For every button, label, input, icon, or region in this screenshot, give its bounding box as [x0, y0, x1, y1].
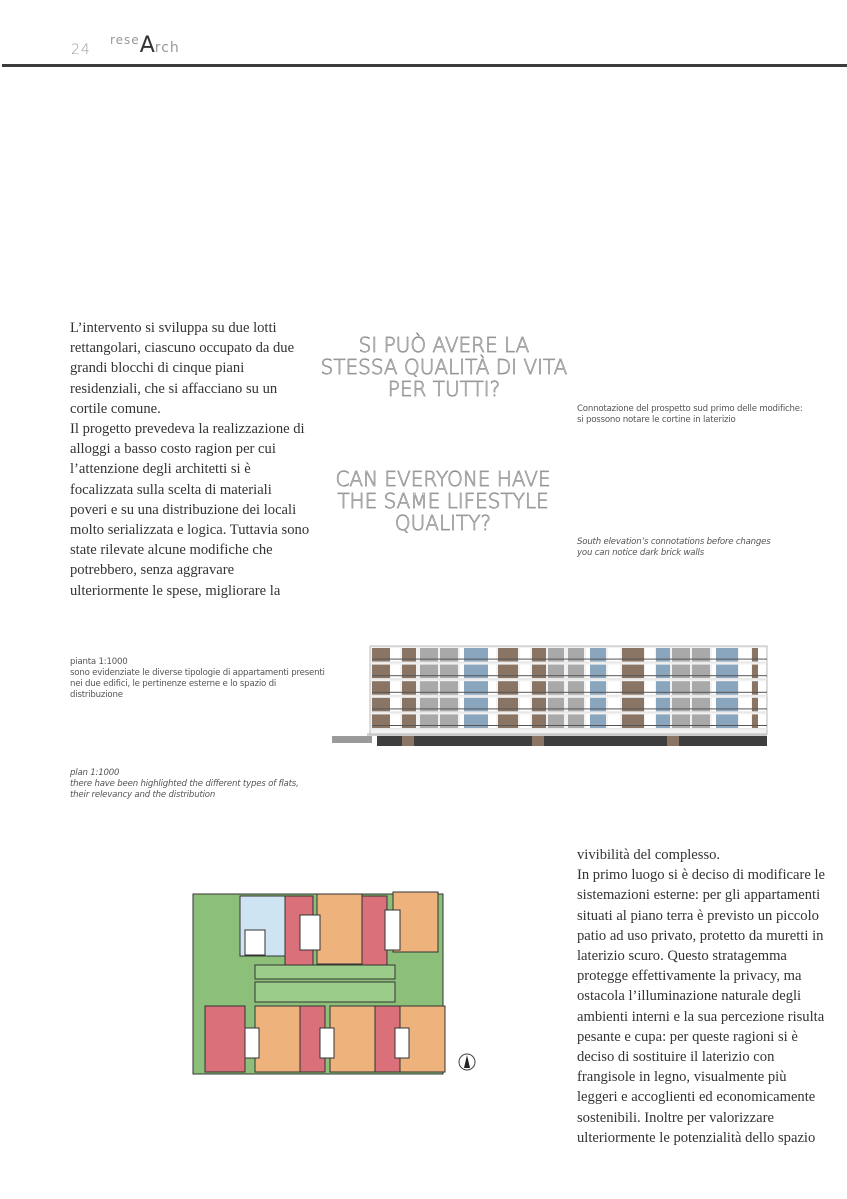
pull-quote-italian: SI PUÒ AVERE LA STESSA QUALITÀ DI VITA PER TUTTI?	[320, 333, 568, 401]
paragraph: L’intervento si sviluppa su due lotti rettangolari, ciascuno occupato da due grandi blocchi di cinque piani residenziali, che si affacciano su un cortile comune.	[70, 320, 295, 417]
stair-core	[320, 1028, 334, 1058]
balcony-rail	[372, 675, 767, 676]
caption-elevation-italian	[577, 404, 807, 426]
stair-core	[245, 1028, 259, 1058]
pilotis-column	[667, 736, 679, 746]
flat-type-orange	[255, 1006, 300, 1072]
paragraph: Il progetto prevedeva la realizzazione di alloggi a basso costo ragion per cui l’attenzione degli architetti si è focalizzata sulla scelta di materiali poveri e su una distribuzione dei locali molto serializzata e logica. Tuttavia sono state rilevate alcune modifiche che potrebbero, senza aggravare ulteriormente le spese, migliorare la	[70, 421, 310, 599]
caption-elevation-english	[577, 537, 817, 559]
floor-plan-drawing	[185, 880, 485, 1080]
flat-type-red	[362, 896, 387, 966]
caption-line: Connotazione del prospetto sud primo delle modifiche:	[577, 404, 803, 414]
logo-suffix: rch	[154, 40, 180, 56]
floor-slab	[370, 711, 767, 713]
floor-slab	[370, 695, 767, 697]
path-area	[255, 965, 395, 979]
pilotis-column	[532, 736, 544, 746]
north-arrow-icon	[459, 1054, 475, 1070]
pilotis-column	[402, 736, 414, 746]
balcony-rail	[372, 659, 767, 660]
caption-line: si possono notare le cortine in laterizio	[577, 415, 736, 425]
flat-type-orange	[317, 894, 362, 964]
header-rule	[2, 64, 847, 67]
caption-line: there have been highlighted the different types of flats, their relevancy and the distribution	[70, 779, 299, 800]
logo-capital: A	[139, 33, 155, 58]
paragraph: vivibilità del complesso.	[577, 847, 721, 863]
floor-slab	[370, 728, 767, 730]
floor-slab	[370, 662, 767, 664]
page-number: 24	[71, 42, 91, 58]
caption-line: sono evidenziate le diverse tipologie di appartamenti presenti nei due edifici, le pertinenze esterne e lo spazio di distribuzione	[70, 668, 325, 700]
logo-prefix: rese	[110, 33, 140, 47]
ground-step	[332, 736, 372, 743]
right-text-column	[577, 845, 827, 1148]
stair-core	[300, 915, 320, 950]
south-elevation-drawing	[332, 638, 772, 750]
path-area	[255, 982, 395, 1002]
floor-slab	[370, 678, 767, 680]
pull-quote-english: CAN EVERYONE HAVE THE SAME LIFESTYLE QUALITY?	[335, 467, 551, 535]
caption-plan-italian	[70, 657, 325, 701]
stair-core	[385, 910, 400, 950]
flat-type-orange	[330, 1006, 375, 1072]
caption-line: pianta 1:1000	[70, 657, 128, 667]
stair-core	[395, 1028, 409, 1058]
flat-type-red	[205, 1006, 245, 1072]
balcony-rail	[372, 725, 767, 726]
stair-core	[245, 930, 265, 955]
paragraph: In primo luogo si è deciso di modificare le sistemazioni esterne: per gli appartamenti situati al piano terra è previsto un piccolo patio ad uso privato, protetto da muretti in laterizio scuro. Questo stratagemma protegge effettivamente la privacy, ma ostacola l’illuminazione naturale degli ambienti interni e la sua percezione risulta pesante e cupa: per queste ragioni si è deciso di sostituire il laterizio con frangisole in legno, visualmente più leggeri e accoglienti ed economicamente sostenibili. Inoltre per valorizzare ulteriormente le potenzialità dello spazio	[577, 867, 826, 1146]
caption-plan-english	[70, 768, 320, 801]
page-header	[0, 0, 847, 70]
caption-line: South elevation’s connotations before changes	[577, 537, 771, 547]
caption-line: you can notice dark brick walls	[577, 548, 705, 558]
left-text-column	[70, 318, 310, 601]
base-wall	[377, 736, 767, 746]
magazine-logo	[110, 33, 180, 58]
balcony-rail	[372, 708, 767, 709]
caption-line: plan 1:1000	[70, 768, 120, 778]
balcony-rail	[372, 692, 767, 693]
